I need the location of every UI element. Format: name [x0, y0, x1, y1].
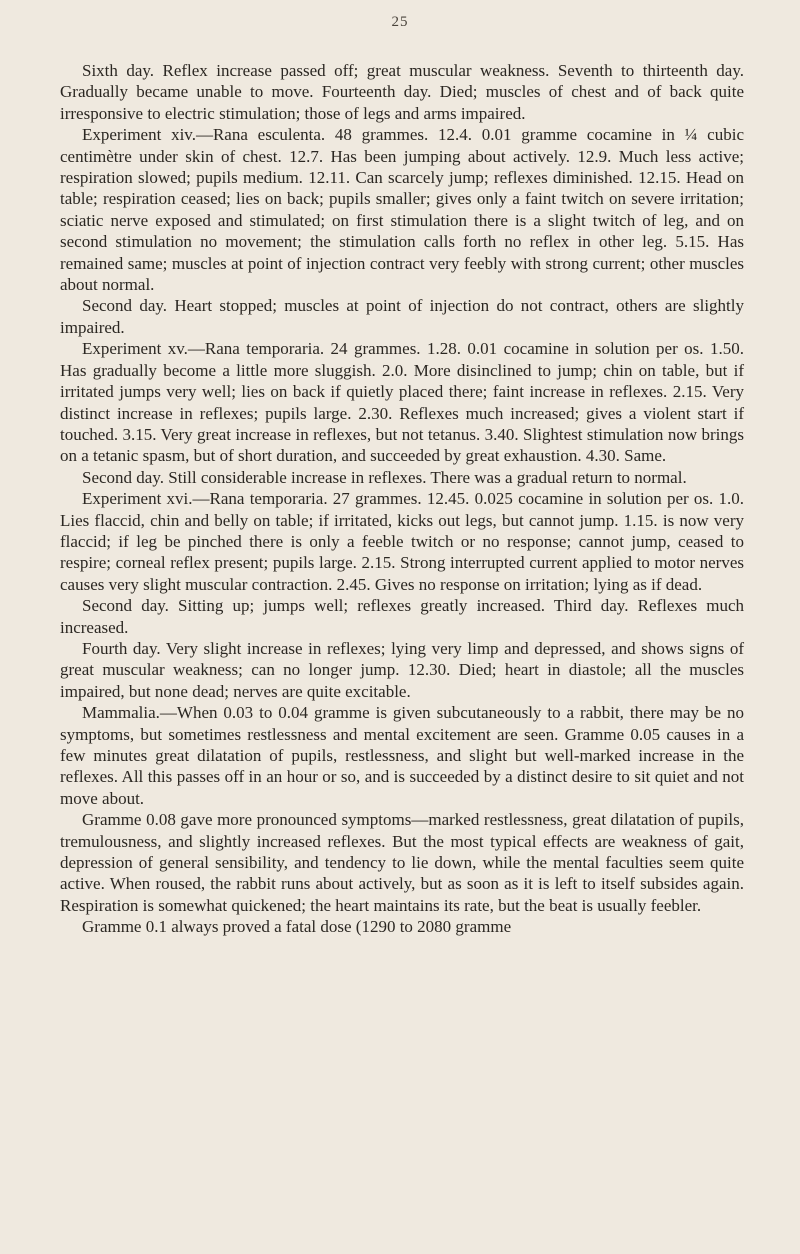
paragraph-sixth-day: Sixth day. Reflex increase passed off; great muscular weakness. Seventh to thirteenth day. Gradually became unable to move. Fourteenth day. Died; muscles of chest and of back quite irresponsive to electric stimulation; those of legs and arms impaired.	[60, 61, 744, 123]
body-text	[60, 60, 744, 938]
paragraph-xvi-fourth-day: Fourth day. Very slight increase in reflexes; lying very limp and depressed, and shows signs of great muscular weakness; can no longer jump. 12.30. Died; heart in diastole; all the muscles impaired, but none dead; nerves are quite excitable.	[60, 638, 744, 701]
paragraph-gramme-008: Gramme 0.08 gave more pronounced symptoms—marked restlessness, great dilatation of pupils, tremulousness, and slightly increased reflexes. But the most typical effects are weakness of gait, depression of general sensibility, and tendency to lie down, while the mental faculties seem quite active. When roused, the rabbit runs about actively, but as soon as it is left to itself subsides again. Respiration is somewhat quickened; the heart maintains its rate, but the beat is usually feebler.	[60, 810, 744, 915]
paragraph-experiment-xvi: Experiment xvi.—Rana temporaria. 27 grammes. 12.45. 0.025 cocamine in solution per os. 1.0. Lies flaccid, chin and belly on table; if irritated, kicks out legs, but cannot jump. 1.15. is now very flaccid; if leg be pinched there is only a feeble twitch or no response; cannot jump, ceased to respire; corneal reflex present; pupils large. 2.15. Strong interrupted current applied to motor nerves causes very slight muscular contraction. 2.45. Gives no response on irritation; lying as if dead.	[60, 489, 744, 594]
paragraph-mammalia: Mammalia.—When 0.03 to 0.04 gramme is given subcutaneously to a rabbit, there may be no symptoms, but sometimes restlessness and mental excitement are seen. Gramme 0.05 causes in a few minutes great dilatation of pupils, restlessness, and slight but well-marked increase in the reflexes. All this passes off in an hour or so, and is succeeded by a distinct desire to sit quiet and not move about.	[60, 703, 744, 808]
paragraph-xv-second-day: Second day. Still considerable increase in reflexes. There was a gradual return to normal.	[82, 467, 687, 487]
paragraph-experiment-xv: Experiment xv.—Rana temporaria. 24 grammes. 1.28. 0.01 cocamine in solution per os. 1.50. Has gradually become a little more sluggish. 2.0. More disinclined to jump; chin on table, but if irritated jumps very well; lies on back if quietly placed there; faint increase in reflexes. 2.15. Very distinct increase in reflexes; pupils large. 2.30. Reflexes much increased; gives a violent start if touched. 3.15. Very great increase in reflexes, but not tetanus. 3.40. Slightest stimulation now brings on a tetanic spasm, but of short duration, and succeeded by great exhaustion. 4.30. Same.	[60, 339, 744, 466]
paragraph-gramme-01: Gramme 0.1 always proved a fatal dose (1290 to 2080 gramme	[82, 917, 512, 937]
paragraph-experiment-xiv: Experiment xiv.—Rana esculenta. 48 grammes. 12.4. 0.01 gramme cocamine in ¼ cubic centimètre under skin of chest. 12.7. Has been jumping about actively. 12.9. Much less active; respiration slowed; pupils medium. 12.11. Can scarcely jump; reflexes diminished. 12.15. Head on table; respiration ceased; lies on back; pupils smaller; gives only a faint twitch on severe irritation; sciatic nerve exposed and stimulated; on first stimulation there is a slight twitch of leg, and on second stimulation no movement; the stimulation calls forth no reflex in other leg. 5.15. Has remained same; muscles at point of injection contract very feebly with strong current; other muscles about normal.	[60, 125, 744, 295]
page-number: 25	[391, 14, 409, 30]
paragraph-xvi-second-third-day: Second day. Sitting up; jumps well; reflexes greatly increased. Third day. Reflexes much increased.	[60, 596, 744, 637]
paragraph-xiv-second-day: Second day. Heart stopped; muscles at point of injection do not contract, others are slightly impaired.	[60, 296, 744, 337]
